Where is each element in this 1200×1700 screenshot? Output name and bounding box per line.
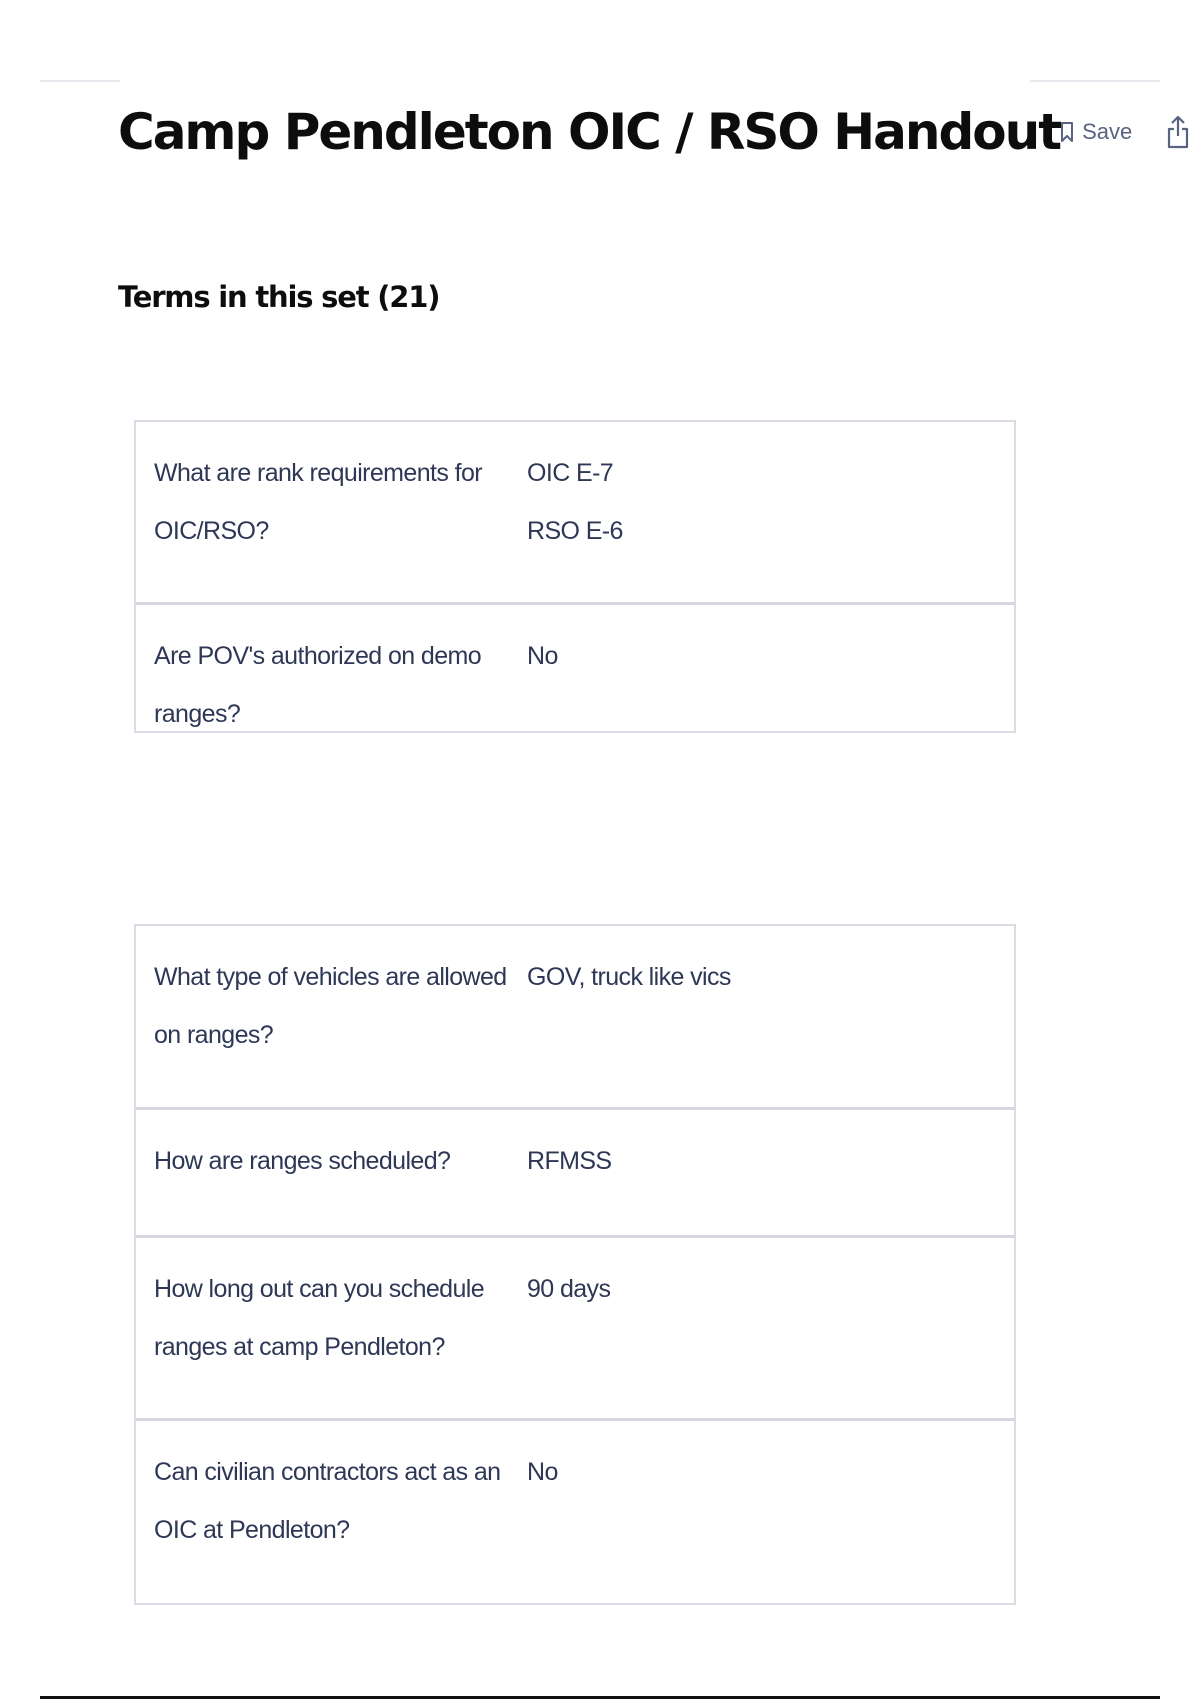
term-row[interactable] bbox=[136, 926, 1014, 1110]
header-divider-left bbox=[40, 80, 120, 82]
term-text: What type of vehicles are allowed on ranges? bbox=[154, 963, 507, 1049]
term-text: How long out can you schedule ranges at camp Pendleton? bbox=[154, 1275, 485, 1361]
term-group bbox=[134, 924, 1016, 1605]
share-button[interactable] bbox=[1166, 114, 1190, 150]
definition-line: RFMSS bbox=[527, 1147, 612, 1175]
definition-line: No bbox=[527, 642, 558, 670]
definition-line: OIC E-7 bbox=[527, 459, 614, 487]
page-title: Camp Pendleton OIC / RSO Handout bbox=[118, 103, 1061, 161]
page-header bbox=[118, 92, 1133, 172]
toolbar bbox=[1060, 114, 1200, 150]
term-row[interactable] bbox=[136, 1110, 1014, 1238]
definition-text bbox=[527, 1132, 996, 1235]
header-divider-right bbox=[1030, 80, 1160, 82]
term-text: What are rank requirements for OIC/RSO? bbox=[154, 459, 482, 545]
definition-text bbox=[527, 627, 996, 731]
term-row[interactable] bbox=[136, 1238, 1014, 1421]
save-button[interactable] bbox=[1060, 119, 1132, 145]
footer-divider bbox=[40, 1696, 1160, 1699]
term-row[interactable] bbox=[136, 605, 1014, 731]
definition-line: GOV, truck like vics bbox=[527, 963, 731, 991]
definition-text bbox=[527, 1260, 996, 1418]
share-icon bbox=[1166, 114, 1190, 150]
definition-line: RSO E-6 bbox=[527, 517, 623, 545]
definition-text bbox=[527, 1443, 996, 1603]
bookmark-icon bbox=[1060, 121, 1074, 143]
term-group bbox=[134, 420, 1016, 733]
save-label: Save bbox=[1082, 119, 1133, 144]
term-text: How are ranges scheduled? bbox=[154, 1147, 451, 1175]
term-text: Can civilian contractors act as an OIC at Pendleton? bbox=[154, 1458, 501, 1544]
definition-text bbox=[527, 444, 996, 602]
term-text: Are POV's authorized on demo ranges? bbox=[154, 642, 482, 728]
definition-text bbox=[527, 948, 996, 1107]
definition-line: No bbox=[527, 1458, 558, 1486]
definition-line: 90 days bbox=[527, 1275, 611, 1303]
term-row[interactable] bbox=[136, 422, 1014, 605]
terms-count-heading: Terms in this set (21) bbox=[118, 280, 440, 314]
term-row[interactable] bbox=[136, 1421, 1014, 1603]
